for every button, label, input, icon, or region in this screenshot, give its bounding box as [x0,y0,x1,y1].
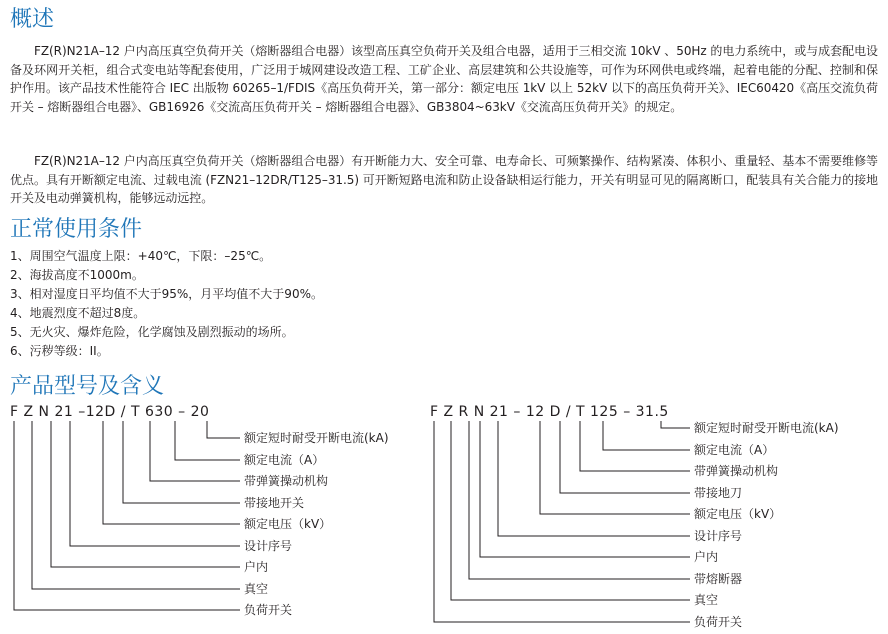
left-label-design: 设计序号 [244,539,293,553]
conditions-heading: 正常使用条件 [10,217,143,242]
left-line-vacuum [32,421,240,589]
right-line-earth [560,421,690,493]
right-line-vacuum [451,421,690,600]
left-line-design [70,421,240,546]
left-line-kA [207,421,240,438]
overview-heading: 概述 [10,7,55,32]
condition-item: 3、相对湿度日平均值不大于95%，月平均值不大于90%。 [10,287,323,301]
left-label-vacuum: 真空 [244,582,269,596]
left-label-switch: 负荷开关 [244,603,293,617]
right-line-switch [434,421,690,622]
right-line-indoor [480,421,690,557]
overview-paragraph-1: FZ(R)N21A–12 户内高压真空负荷开关（熔断器组合电器）该型高压真空负荷开关及组合电器，适用于三相交流 10kV 、50Hz 的电力系统中，或与成套配电设备及环网开关柜，组合式变电站等配套使用，广泛用于城网建设改造工程、工矿企业、高层建筑和公共设施等，可作为环网供电或终端，起着电能的分配、控制和保护作用。该产品技术性能符合 IEC 出版物 60265–1/FDIS《高压负荷开关，第一部分：额定电压 1kV 以上 52kV 以下的高压负荷开关》、IEC60420《高压交流负荷开关 – 熔断器组合电器》、GB16926《交流高压负荷开关 – 熔断器组合电器》、GB3804~63kV《交流高压负荷开关》的规定。 [10,44,878,114]
overview-paragraph-2: FZ(R)N21A–12 户内高压真空负荷开关（熔断器组合电器）有开断能力大、安全可靠、电寿命长、可频繁操作、结构紧凑、体积小、重量轻、基本不需要维修等优点。具有开断额定电流、过载电流 (FZN21–12DR/T125–31.5) 可开断短路电流和防止设备缺相运行能力，开关有明显可见的隔离断口，配装具有关合能力的接地开关及电动弹簧机构，能够远动远控。 [10,154,878,206]
right-label-indoor: 户内 [694,550,719,564]
conditions-list [10,247,323,361]
right-label-design: 设计序号 [694,529,743,543]
right-label-spring: 带弹簧操动机构 [694,464,779,478]
right-line-spring [580,421,690,471]
right-line-design [498,421,690,536]
left-line-A [175,421,240,460]
left-line-indoor [51,421,240,567]
right-label-switch: 负荷开关 [694,615,743,629]
left-label-A: 额定电流（A） [244,453,325,467]
condition-item: 4、地震烈度不超过8度。 [10,306,146,320]
left-label-earth: 带接地开关 [244,496,305,510]
right-label-earth: 带接地刀 [694,486,743,500]
condition-item: 6、污秽等级：II。 [10,344,109,358]
condition-item: 2、海拔高度不1000m。 [10,268,144,282]
left-line-kV [103,421,240,524]
model-heading: 产品型号及含义 [10,374,165,399]
left-label-spring: 带弹簧操动机构 [244,474,329,488]
right-label-fuse: 带熔断器 [694,572,743,586]
right-line-fuse [469,421,690,579]
right-label-kV: 额定电压（kV） [694,507,782,521]
condition-item: 5、无火灾、爆炸危险，化学腐蚀及剧烈振动的场所。 [10,325,294,339]
left-line-earth [123,421,240,503]
condition-item: 1、周围空气温度上限：+40℃，下限：–25℃。 [10,249,272,263]
right-line-kV [540,421,690,514]
right-line-A [603,421,690,450]
right-label-kA: 额定短时耐受开断电流(kA) [694,421,839,435]
left-label-indoor: 户内 [244,560,269,574]
left-label-kV: 额定电压（kV） [244,517,332,531]
model-code-right: F Z R N 21 – 12 D / T 125 – 31.5 [430,404,669,420]
left-line-switch [14,421,240,610]
model-code-left: F Z N 21 –12D / T 630 – 20 [10,404,210,420]
left-line-spring [150,421,240,481]
right-label-vacuum: 真空 [694,593,719,607]
right-label-A: 额定电流（A） [694,443,775,457]
left-label-kA: 额定短时耐受开断电流(kA) [244,431,389,445]
right-line-kA [661,421,690,428]
